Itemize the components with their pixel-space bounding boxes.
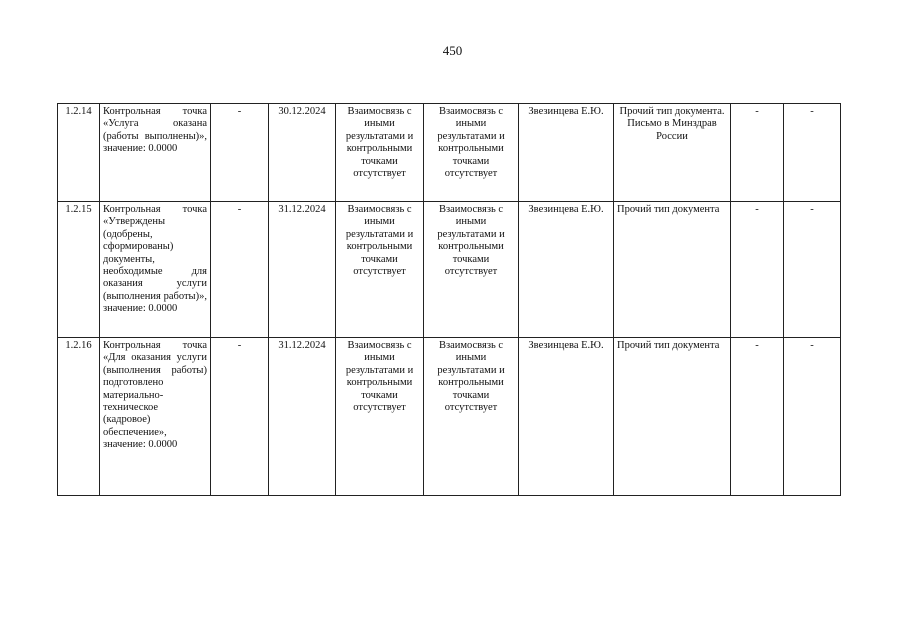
- column-10-value: -: [784, 202, 841, 338]
- row-number: 1.2.15: [58, 202, 100, 338]
- relation-prev: Взаимосвязь с иными результатами и контрольными точками отсутствует: [336, 104, 424, 202]
- table-row: [58, 104, 841, 202]
- table-row: [58, 202, 841, 338]
- document-type: Прочий тип документа: [614, 202, 731, 338]
- relation-next: Взаимосвязь с иными результатами и контрольными точками отсутствует: [424, 338, 519, 496]
- row-number: 1.2.16: [58, 338, 100, 496]
- responsible-person: Звезинцева Е.Ю.: [519, 338, 614, 496]
- end-date: 31.12.2024: [269, 338, 336, 496]
- responsible-person: Звезинцева Е.Ю.: [519, 104, 614, 202]
- responsible-person: Звезинцева Е.Ю.: [519, 202, 614, 338]
- end-date: 30.12.2024: [269, 104, 336, 202]
- relation-next: Взаимосвязь с иными результатами и контрольными точками отсутствует: [424, 202, 519, 338]
- column-9-value: -: [731, 104, 784, 202]
- row-number: 1.2.14: [58, 104, 100, 202]
- column-10-value: -: [784, 338, 841, 496]
- column-9-value: -: [731, 202, 784, 338]
- start-date: -: [211, 202, 269, 338]
- column-9-value: -: [731, 338, 784, 496]
- relation-next: Взаимосвязь с иными результатами и контрольными точками отсутствует: [424, 104, 519, 202]
- control-point-name: Контрольная точка «Услуга оказана (работы выполнены)», значение: 0.0000: [100, 104, 211, 202]
- relation-prev: Взаимосвязь с иными результатами и контрольными точками отсутствует: [336, 202, 424, 338]
- document-type: Прочий тип документа. Письмо в Минздрав России: [614, 104, 731, 202]
- table-row: [58, 338, 841, 496]
- control-point-name: Контрольная точка «Для оказания услуги (выполнения работы) подготовлено материально-техническое (кадровое) обеспечение», значение: 0.0000: [100, 338, 211, 496]
- control-point-name: Контрольная точка «Утверждены (одобрены, сформированы) документы, необходимые для оказания услуги (выполнения работы)», значение: 0.0000: [100, 202, 211, 338]
- end-date: 31.12.2024: [269, 202, 336, 338]
- page-number: 450: [442, 43, 463, 58]
- document-type: Прочий тип документа: [614, 338, 731, 496]
- relation-prev: Взаимосвязь с иными результатами и контрольными точками отсутствует: [336, 338, 424, 496]
- start-date: -: [211, 104, 269, 202]
- column-10-value: -: [784, 104, 841, 202]
- control-points-table: [57, 103, 841, 496]
- start-date: -: [211, 338, 269, 496]
